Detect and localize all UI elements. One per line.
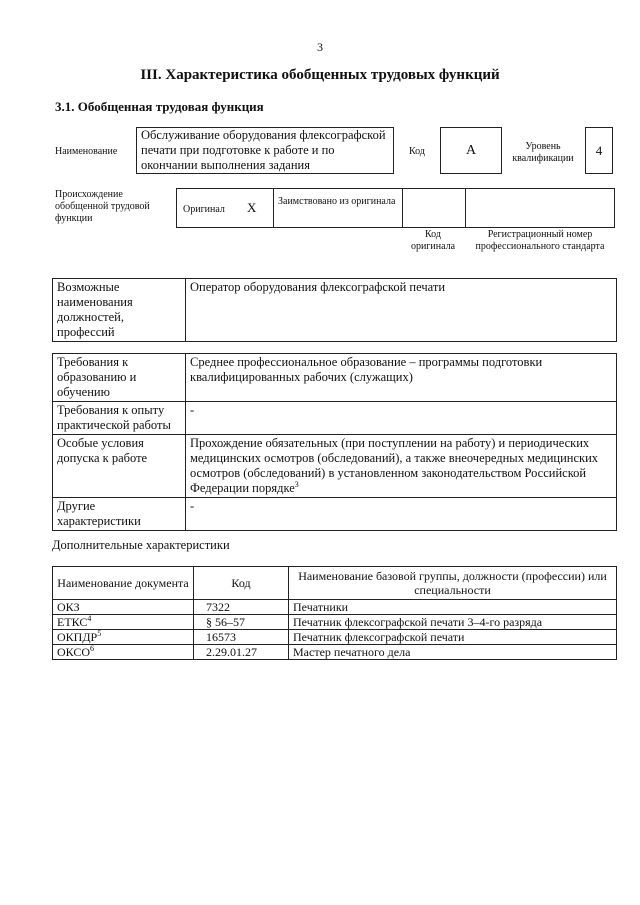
level-field: 4 (585, 127, 613, 174)
section-title: III. Характеристика обобщенных трудовых функций (140, 67, 500, 83)
footnote-mark: 6 (90, 644, 95, 653)
original-mark: X (247, 200, 257, 215)
original-label: Оригинал (183, 204, 225, 215)
origin-divider (402, 189, 403, 227)
positions-value: Оператор оборудования флексографской печати (186, 279, 617, 342)
column-header: Наименование базовой группы, должности (профессии) или специальности (289, 567, 617, 600)
code-cell: § 56–57 (194, 615, 289, 630)
code-cell: 16573 (194, 630, 289, 645)
borrowed-label: Заимствовано из оригинала (278, 196, 396, 207)
code-label: Код (409, 146, 425, 157)
table-row (53, 354, 617, 402)
reg-number-caption: Регистрационный номер профессионального стандарта (475, 229, 605, 252)
requirement-label: Особые условия допуска к работе (53, 435, 186, 498)
name-cell: Печатник флексографской печати (289, 630, 617, 645)
positions-table (52, 278, 617, 342)
table-row (53, 600, 617, 615)
table-row (53, 615, 617, 630)
origin-table (176, 188, 615, 228)
table-row (53, 402, 617, 435)
origin-divider (465, 189, 466, 227)
table-header-row (53, 567, 617, 600)
name-label: Наименование (55, 146, 118, 157)
footnote-mark: 4 (87, 614, 92, 623)
footnote-mark: 3 (294, 479, 299, 489)
code-field: А (440, 127, 502, 174)
table-row (53, 630, 617, 645)
additional-title: Дополнительные характеристики (52, 538, 230, 552)
requirement-value: Среднее профессиональное образование – программы подготовки квалифицированных рабочих (служащих) (186, 354, 617, 402)
footnote-mark: 5 (97, 629, 102, 638)
level-label: Уровень квалификации (512, 141, 574, 164)
code-original-caption: Код оригинала (410, 229, 456, 252)
name-cell: Мастер печатного дела (289, 645, 617, 660)
requirement-label: Требования к образованию и обучению (53, 354, 186, 402)
doc-cell: ЕТКС$^4$ (53, 615, 194, 630)
subsection-title: 3.1. Обобщенная трудовая функция (55, 99, 264, 114)
requirement-value: - (186, 402, 617, 435)
column-header: Код (194, 567, 289, 600)
requirement-label: Требования к опыту практической работы (53, 402, 186, 435)
requirement-value: Прохождение обязательных (при поступлении на работу) и периодических медицинских осмотров (обследований), а также внеочередных медицинских осмотров (обследований) в установленном законодательством Российской Федерации порядке$^3$ (186, 435, 617, 498)
page-number: 3 (317, 40, 323, 54)
additional-table (52, 566, 617, 660)
table-row (53, 645, 617, 660)
name-cell: Печатник флексографской печати 3–4-го разряда (289, 615, 617, 630)
name-cell: Печатники (289, 600, 617, 615)
code-cell: 2.29.01.27 (194, 645, 289, 660)
requirement-label: Другие характеристики (53, 498, 186, 531)
function-name-field: Обслуживание оборудования флексографской печати при подготовке к работе и по окончании выполнения задания (136, 127, 394, 174)
origin-label: Происхождение обобщенной трудовой функции (55, 189, 150, 224)
code-cell: 7322 (194, 600, 289, 615)
doc-cell: ОКСО$^6$ (53, 645, 194, 660)
doc-cell: ОКЗ (53, 600, 194, 615)
table-row (53, 498, 617, 531)
origin-divider (273, 189, 274, 227)
positions-label: Возможные наименования должностей, профессий (53, 279, 186, 342)
doc-cell: ОКПДР$^5$ (53, 630, 194, 645)
requirements-table (52, 353, 617, 531)
requirement-value: - (186, 498, 617, 531)
column-header: Наименование документа (53, 567, 194, 600)
table-row (53, 279, 617, 342)
table-row (53, 435, 617, 498)
